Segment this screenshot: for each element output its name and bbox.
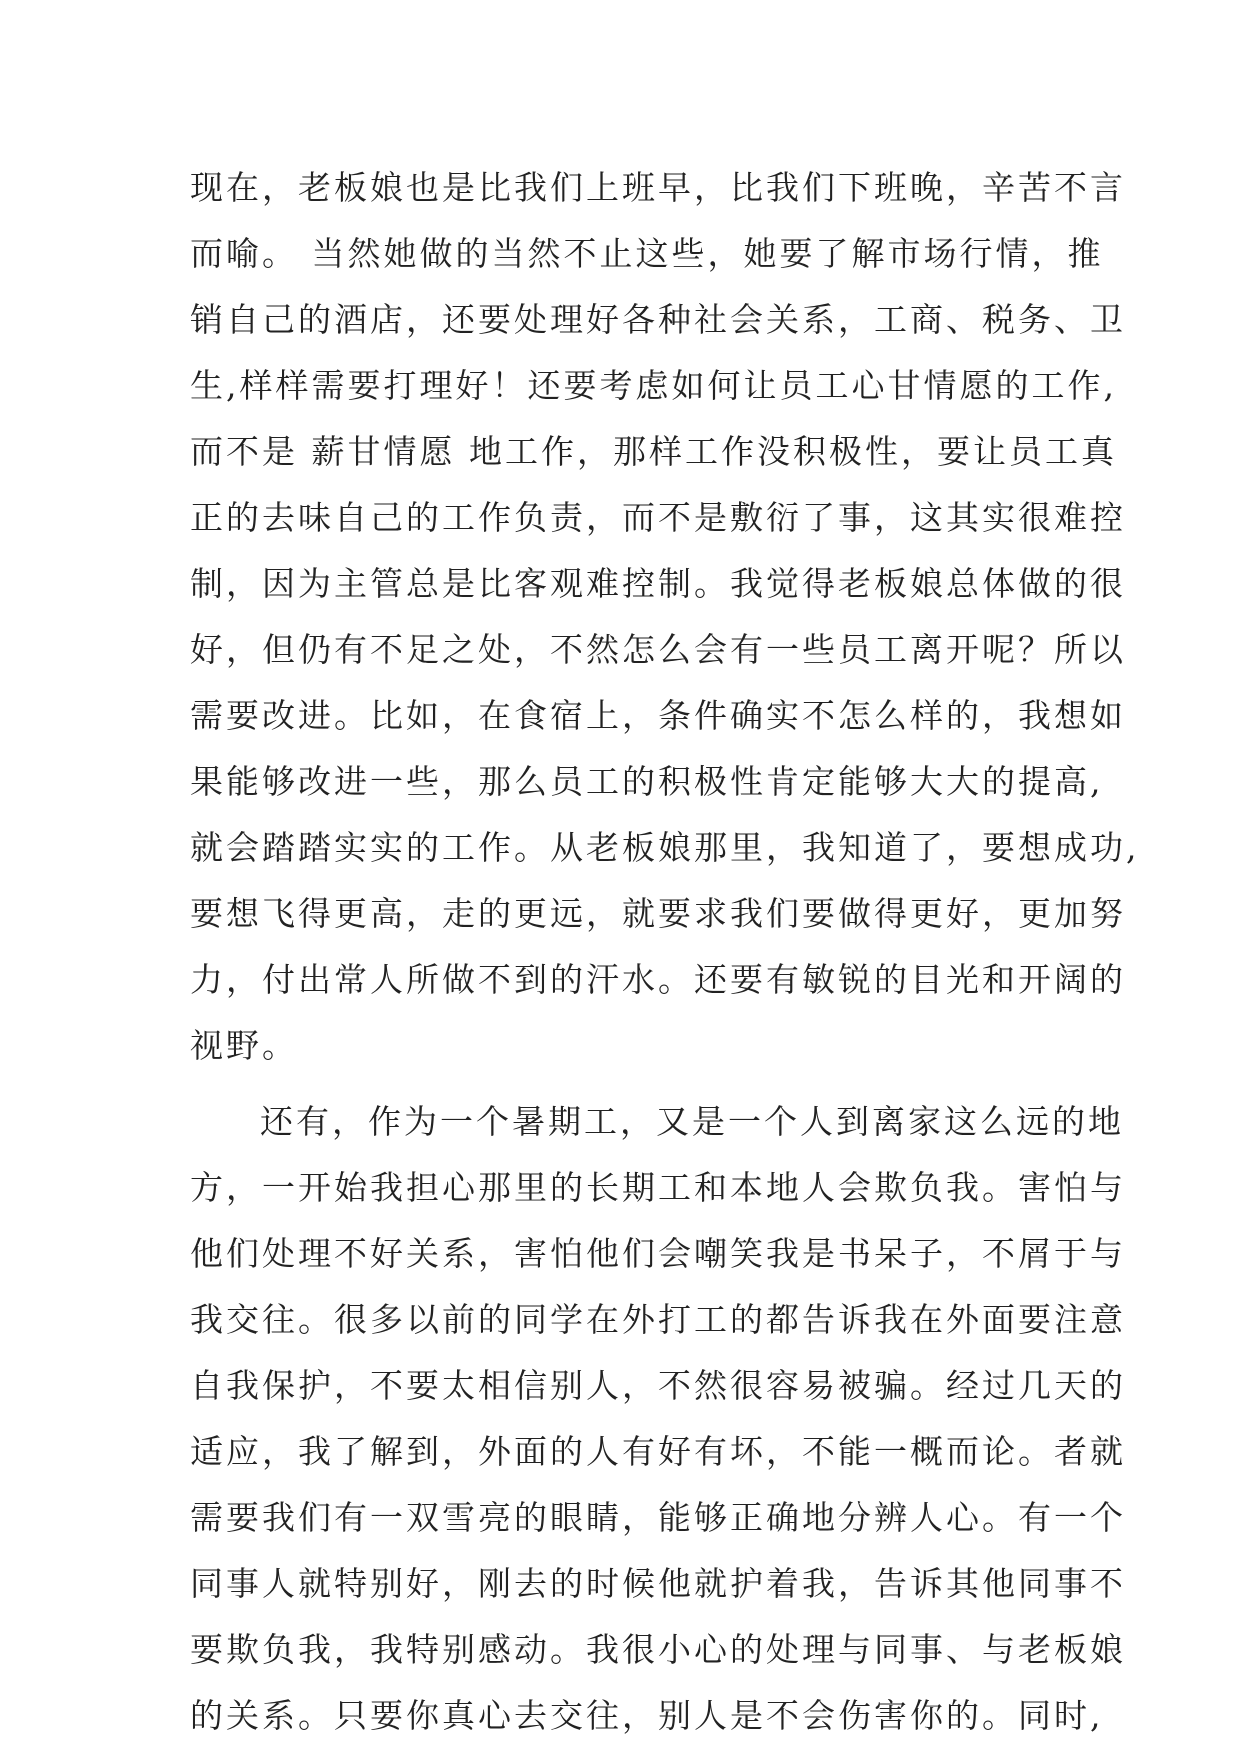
body-text [190, 155, 1140, 1749]
text-line: 而喻。 当然她做的当然不止这些，她要了解市场行情，推 [190, 234, 1104, 273]
text-line: 方，一开始我担心那里的长期工和本地人会欺负我。害怕与 [190, 1168, 1126, 1207]
text-line: 现在，老板娘也是比我们上班早，比我们下班晚，辛苦不言 [190, 168, 1126, 207]
text-line: 正的去味自己的工作负责，而不是敷衍了事，这其实很难控 [190, 498, 1126, 537]
text-line: 还有，作为一个暑期工，又是一个人到离家这么远的地 [260, 1102, 1124, 1141]
paragraph-gap [190, 1079, 1070, 1089]
text-line: 需要改进。比如，在食宿上，条件确实不怎么样的，我想如 [190, 696, 1126, 735]
text-line: 销自己的酒店，还要处理好各种社会关系，工商、税务、卫 [190, 300, 1126, 339]
text-line: 适应，我了解到，外面的人有好有坏，不能一概而论。者就 [190, 1432, 1126, 1471]
text-line: 自我保护，不要太相信别人，不然很容易被骗。经过几天的 [190, 1366, 1126, 1405]
text-line: 要欺负我，我特别感动。我很小心的处理与同事、与老板娘 [190, 1630, 1126, 1669]
text-line: 而不是 薪甘情愿 地工作，那样工作没积极性，要让员工真 [190, 432, 1117, 471]
text-line: 的关系。只要你真心去交往，别人是不会伤害你的。同时, [190, 1696, 1104, 1735]
text-line: 力，付出常人所做不到的汗水。还要有敏锐的目光和开阔的 [190, 960, 1126, 999]
text-line: 要想飞得更高，走的更远，就要求我们要做得更好，更加努 [190, 894, 1126, 933]
text-line: 视野。 [190, 1026, 298, 1065]
text-line: 就会踏踏实实的工作。从老板娘那里，我知道了，要想成功, [190, 828, 1140, 867]
paragraph-2 [190, 1089, 1126, 1749]
text-line: 果能够改进一些，那么员工的积极性肯定能够大大的提高, [190, 762, 1104, 801]
text-line: 我交往。很多以前的同学在外打工的都告诉我在外面要注意 [190, 1300, 1126, 1339]
text-line: 同事人就特别好，刚去的时候他就护着我，告诉其他同事不 [190, 1564, 1126, 1603]
paragraph-1 [190, 155, 1140, 1079]
text-line: 他们处理不好关系，害怕他们会嘲笑我是书呆子，不屑于与 [190, 1234, 1126, 1273]
text-line: 好，但仍有不足之处，不然怎么会有一些员工离开呢？所以 [190, 630, 1126, 669]
text-line: 生,样样需要打理好！还要考虑如何让员工心甘情愿的工作, [190, 366, 1117, 405]
text-line: 需要我们有一双雪亮的眼睛，能够正确地分辨人心。有一个 [190, 1498, 1126, 1537]
text-line: 制，因为主管总是比客观难控制。我觉得老板娘总体做的很 [190, 564, 1126, 603]
